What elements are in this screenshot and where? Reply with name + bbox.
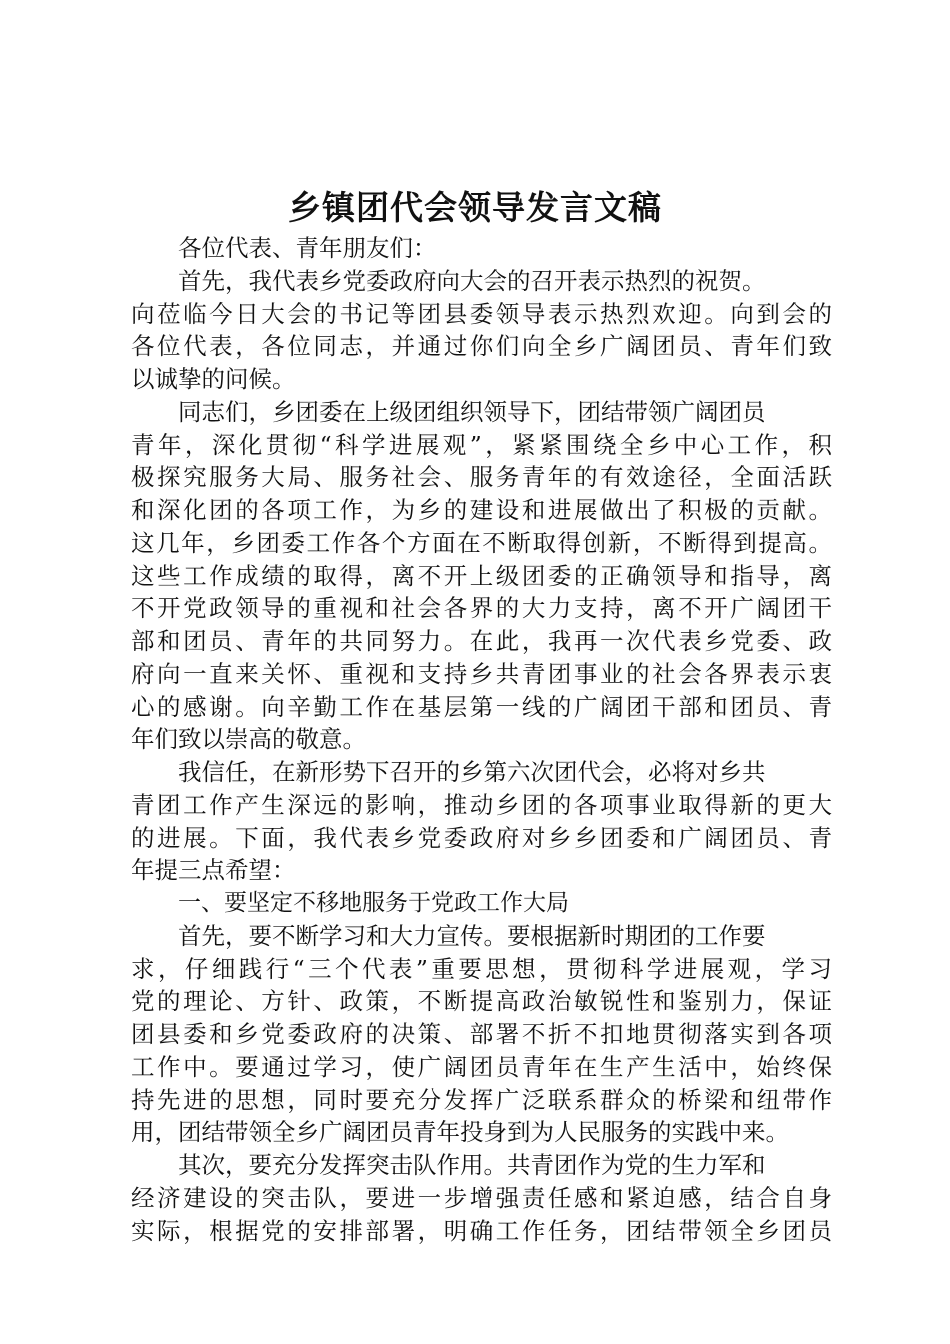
paragraph-line: 党的理论、方针、政策，不断提高政治敏锐性和鉴别力，保证 — [131, 987, 832, 1016]
paragraph-line: 持先进的思想，同时要充分发挥广泛联系群众的桥梁和纽带作 — [131, 1085, 832, 1114]
paragraph-line: 其次，要充分发挥突击队作用。共青团作为党的生力军和 — [178, 1151, 766, 1179]
paragraph-line: 经济建设的突击队，要进一步增强责任感和紧迫感，结合自身 — [131, 1183, 832, 1212]
paragraph-line: 年们致以崇高的敬意。 — [131, 725, 366, 754]
paragraph-line: 青年，深化贯彻“科学进展观”，紧紧围绕全乡中心工作，积 — [131, 430, 832, 459]
paragraph-line: 极探究服务大局、服务社会、服务青年的有效途径，全面活跃 — [131, 463, 832, 492]
paragraph-line: 同志们，乡团委在上级团组织领导下，团结带领广阔团员 — [178, 397, 766, 426]
paragraph-line: 的进展。下面，我代表乡党委政府对乡乡团委和广阔团员、青 — [131, 823, 832, 852]
paragraph-line: 各位代表，各位同志，并通过你们向全乡广阔团员、青年们致 — [131, 332, 832, 361]
paragraph-line: 各位代表、青年朋友们： — [178, 234, 437, 262]
paragraph-line: 工作中。要通过学习，使广阔团员青年在生产生活中，始终保 — [131, 1052, 832, 1081]
paragraph-line: 心的感谢。向辛勤工作在基层第一线的广阔团干部和团员、青 — [131, 692, 832, 721]
paragraph-line: 府向一直来关怀、重视和支持乡共青团事业的社会各界表示衷 — [131, 659, 832, 688]
paragraph-line: 年提三点希望： — [131, 856, 296, 885]
paragraph-line: 求，仔细践行“三个代表”重要思想，贯彻科学进展观，学习 — [131, 954, 832, 983]
document-title: 乡镇团代会领导发言文稿 — [288, 188, 662, 227]
paragraph-line: 首先，要不断学习和大力宣传。要根据新时期团的工作要 — [178, 921, 766, 950]
section-heading: 一、要坚定不移地服务于党政工作大局 — [178, 890, 569, 916]
paragraph-line: 这几年，乡团委工作各个方面在不断取得创新，不断得到提高。 — [131, 528, 832, 557]
paragraph-line: 用，团结带领全乡广阔团员青年投身到为人民服务的实践中来。 — [131, 1118, 789, 1147]
paragraph-line: 我信任，在新形势下召开的乡第六次团代会，必将对乡共 — [178, 758, 766, 786]
paragraph-line: 首先，我代表乡党委政府向大会的召开表示热烈的祝贺。 — [178, 266, 766, 295]
paragraph-line: 不开党政领导的重视和社会各界的大力支持，离不开广阔团干 — [131, 594, 832, 623]
paragraph-line: 向莅临今日大会的书记等团县委领导表示热烈欢迎。向到会的 — [131, 299, 832, 328]
paragraph-line: 和深化团的各项工作，为乡的建设和进展做出了积极的贡献。 — [131, 496, 832, 524]
paragraph-line: 这些工作成绩的取得，离不开上级团委的正确领导和指导，离 — [131, 561, 832, 590]
paragraph-line: 青团工作产生深远的影响，推动乡团的各项事业取得新的更大 — [131, 790, 832, 819]
paragraph-line: 实际，根据党的安排部署，明确工作任务，团结带领全乡团员 — [131, 1216, 832, 1245]
paragraph-line: 部和团员、青年的共同努力。在此，我再一次代表乡党委、政 — [131, 627, 832, 655]
paragraph-line: 以诚挚的问候。 — [131, 365, 296, 393]
paragraph-line: 团县委和乡党委政府的决策、部署不折不扣地贯彻落实到各项 — [131, 1020, 832, 1048]
